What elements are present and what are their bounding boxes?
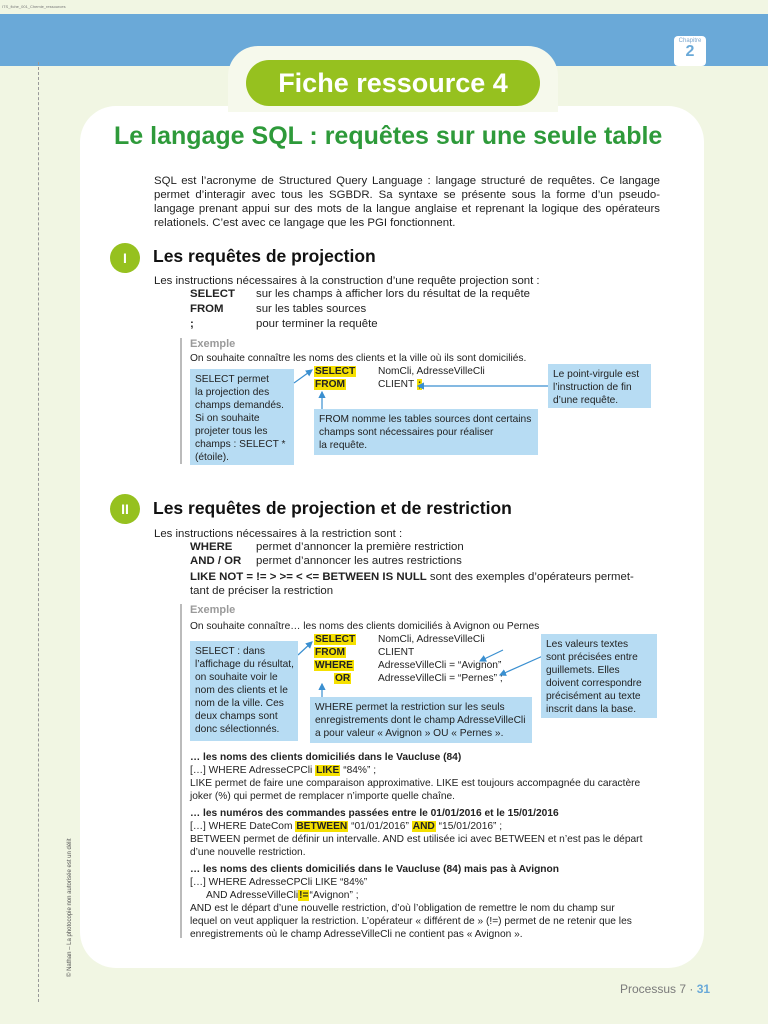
sub1-code-like: LIKE <box>316 765 340 776</box>
callout-select-2-line: nom des clients et le <box>195 685 288 696</box>
callout-select-line: Si on souhaite <box>195 413 260 424</box>
example-2-label: Exemple <box>190 604 236 616</box>
callout-select-2 <box>190 641 298 741</box>
callout-semicolon-line: l’instruction de fin <box>553 382 632 393</box>
callout-where-line: WHERE permet la restriction sur les seuls <box>315 702 505 713</box>
keyword-semicolon-def: pour terminer la requête <box>256 318 378 330</box>
copyright-notice: © Nathan – La photocopie non autorisée est un délit <box>67 838 73 977</box>
code-select-kw: SELECT <box>315 366 356 377</box>
section-1-lead: Les instructions nécessaires à la construction d’une requête projection sont : <box>154 275 540 287</box>
intro-paragraph: SQL est l’acronyme de Structured Query Language : langage structuré de requêtes. Ce langage permet d’interagir avec tous les SGBDR. Sa syntaxe se présente sous la forme d’un pseudo-langage prenant appui sur des mots de la langue anglaise et reprenant la logique des opérateurs relationels. C’est avec ce langage que les PGI fonctionnent. <box>154 175 660 229</box>
sub2-code-b: “01/01/2016” <box>351 821 409 832</box>
callout-select-2-line: l’affichage du résultat, <box>195 659 294 670</box>
callout-values <box>541 634 657 718</box>
sub3-code-1: […] WHERE AdresseCPCli LIKE “84%” <box>190 877 368 888</box>
callout-select-2-line: on souhaite voir le <box>195 672 278 683</box>
sub3-text-line: lequel on veut appliquer la restriction. L’opérateur « différent de » (!=) permet de ne retenir que les <box>190 916 632 927</box>
code-from-kw: FROM <box>315 379 345 390</box>
sub3-code-2b: “Avignon” ; <box>309 890 359 901</box>
keyword-from: FROM <box>190 303 224 315</box>
keyword-select-def: sur les champs à afficher lors du résultat de la requête <box>256 288 530 300</box>
callout-select-line: champs demandés. <box>195 400 284 411</box>
section-2-title: Les requêtes de projection et de restriction <box>153 498 512 518</box>
callout-select-2-line: nom de la ville. Ces <box>195 698 284 709</box>
operators-line-2: tant de préciser la restriction <box>190 585 334 597</box>
example-2-lead: On souhaite connaître… les noms des clients domiciliés à Avignon ou Pernes <box>190 621 540 632</box>
code2-value: AdresseVilleCli = “Avignon” <box>378 660 502 671</box>
callout-values-line: doivent correspondre <box>546 678 642 689</box>
callout-values-line: inscrit dans la base. <box>546 704 637 715</box>
sub3-title: … les noms des clients domiciliés dans le Vaucluse (84) mais pas à Avignon <box>190 864 559 875</box>
callout-from-line: la requête. <box>319 440 368 451</box>
code-select-value: NomCli, AdresseVilleCli <box>378 366 485 377</box>
callout-select-line: SELECT permet <box>195 374 269 385</box>
sub1-text-line: joker (%) qui permet de remplacer n’importe quelle chaîne. <box>190 791 455 802</box>
sub2-title: … les numéros des commandes passées entre le 01/01/2016 et le 15/01/2016 <box>190 808 559 819</box>
callout-semicolon-line: d’une requête. <box>553 395 619 406</box>
callout-select-line: (étoile). <box>195 452 229 463</box>
sub2-text-line: BETWEEN permet de définir un intervalle. AND est utilisée ici avec BETWEEN et n’est pas le départ <box>190 834 643 845</box>
keyword-select: SELECT <box>190 288 235 300</box>
sub2-code-between: BETWEEN <box>296 821 348 832</box>
footer-process: Processus 7 <box>620 982 687 996</box>
sub1-title: … les noms des clients domiciliés dans le Vaucluse (84) <box>190 752 462 763</box>
sub3-text-line: AND est le départ d’une nouvelle restriction, d’où l’obligation de remettre le nom du champ sur <box>190 903 615 914</box>
code-from-table: CLIENT <box>378 379 415 390</box>
page-footer <box>620 982 710 996</box>
sub3-text-line: enregistrements où le champ AdresseVilleCli ne contient pas « Avignon ». <box>190 929 523 940</box>
operators-line <box>190 570 634 584</box>
keyword-andor: AND / OR <box>190 555 242 567</box>
page-title: Le langage SQL : requêtes sur une seule table <box>114 122 663 150</box>
arrow-select <box>294 370 312 383</box>
section-2-number: II <box>110 494 140 524</box>
section-1-title: Les requêtes de projection <box>153 246 376 266</box>
callout-values-line: guillemets. Elles <box>546 665 620 676</box>
sub1-text-line: LIKE permet de faire une comparaison approximative. LIKE est toujours accompagnée du caractère <box>190 778 641 789</box>
section-2-lead: Les instructions nécessaires à la restriction sont : <box>154 528 403 540</box>
callout-select-line: projeter tous les <box>195 426 268 437</box>
top-file-label: ITS_fiche_001_Chemie_ressources <box>2 4 66 9</box>
callout-select-2-line: deux champs sont <box>195 711 278 722</box>
code2-value: AdresseVilleCli = “Pernes” ; <box>378 673 503 684</box>
example-2-bar <box>180 604 182 938</box>
sub3-code-neq: != <box>299 890 309 901</box>
keyword-where-def: permet d’annoncer la première restriction <box>256 541 464 553</box>
sub3-code-2 <box>206 889 359 902</box>
callout-where <box>310 697 532 743</box>
section-1-number: I <box>110 243 140 273</box>
chapter-number: 2 <box>685 43 695 60</box>
keyword-semicolon: ; <box>190 318 194 330</box>
callout-where-line: enregistrements dont le champ AdresseVilleCli <box>315 715 526 726</box>
callout-select-2-line: donc sélectionnés. <box>195 724 280 735</box>
callout-from-line: champs sont nécessaires pour réaliser <box>319 427 494 438</box>
sub2-code <box>190 820 502 833</box>
page-number: 31 <box>696 982 711 996</box>
sub3-code-2a: AND AdresseVilleCli <box>206 890 299 901</box>
code2-value: NomCli, AdresseVilleCli <box>378 634 485 645</box>
operators-list: LIKE NOT = != > >= < <= BETWEEN IS NULL <box>190 571 427 583</box>
arrow-select-2 <box>298 642 312 655</box>
code2-row <box>314 633 356 646</box>
code2-kw: SELECT <box>315 634 356 645</box>
operators-desc: sont des exemples d’opérateurs permet- <box>429 571 634 583</box>
code2-kw: OR <box>335 673 351 684</box>
callout-values-line: précisément au texte <box>546 691 641 702</box>
callout-values-line: Les valeurs textes <box>546 639 629 650</box>
example-1-label: Exemple <box>190 338 236 350</box>
sub1-code <box>190 764 376 777</box>
sub2-code-and: AND <box>412 821 435 832</box>
callout-select-2-line: SELECT : dans <box>195 646 266 657</box>
keyword-where: WHERE <box>190 541 233 553</box>
code2-row <box>314 659 354 672</box>
sub2-text-line: d’une nouvelle restriction. <box>190 847 306 858</box>
keyword-from-def: sur les tables sources <box>256 303 367 315</box>
keyword-andor-def: permet d’annoncer les autres restrictions <box>256 555 462 567</box>
code2-kw: WHERE <box>315 660 353 671</box>
callout-where-line: a pour valeur « Avignon » OU « Pernes ». <box>315 728 504 739</box>
example-1-lead: On souhaite connaître les noms des clients et la ville où ils sont domiciliés. <box>190 353 527 364</box>
chapter-label: Chapitre <box>678 38 702 44</box>
code2-kw: FROM <box>315 647 345 658</box>
callout-values-line: sont précisées entre <box>546 652 638 663</box>
fiche-title-pill: Fiche ressource 4 <box>246 60 540 106</box>
sub2-code-a: […] WHERE DateCom <box>190 821 293 832</box>
code-semicolon: ; <box>417 379 422 390</box>
callout-select-line: champs : SELECT * <box>195 439 286 450</box>
code2-row <box>334 672 351 685</box>
arrow-values-2 <box>500 655 545 675</box>
callout-select-line: la projection des <box>195 387 270 398</box>
callout-semicolon-line: Le point-virgule est <box>553 369 640 380</box>
code2-value: CLIENT <box>378 647 415 658</box>
footer-dot: · <box>689 982 694 996</box>
sub1-code-a: […] WHERE AdresseCPCli <box>190 765 313 776</box>
sub2-code-c: “15/01/2016” ; <box>438 821 503 832</box>
sub1-code-b: “84%” ; <box>343 765 377 776</box>
callout-from-line: FROM nomme les tables sources dont certains <box>319 414 532 425</box>
code2-row <box>314 646 346 659</box>
